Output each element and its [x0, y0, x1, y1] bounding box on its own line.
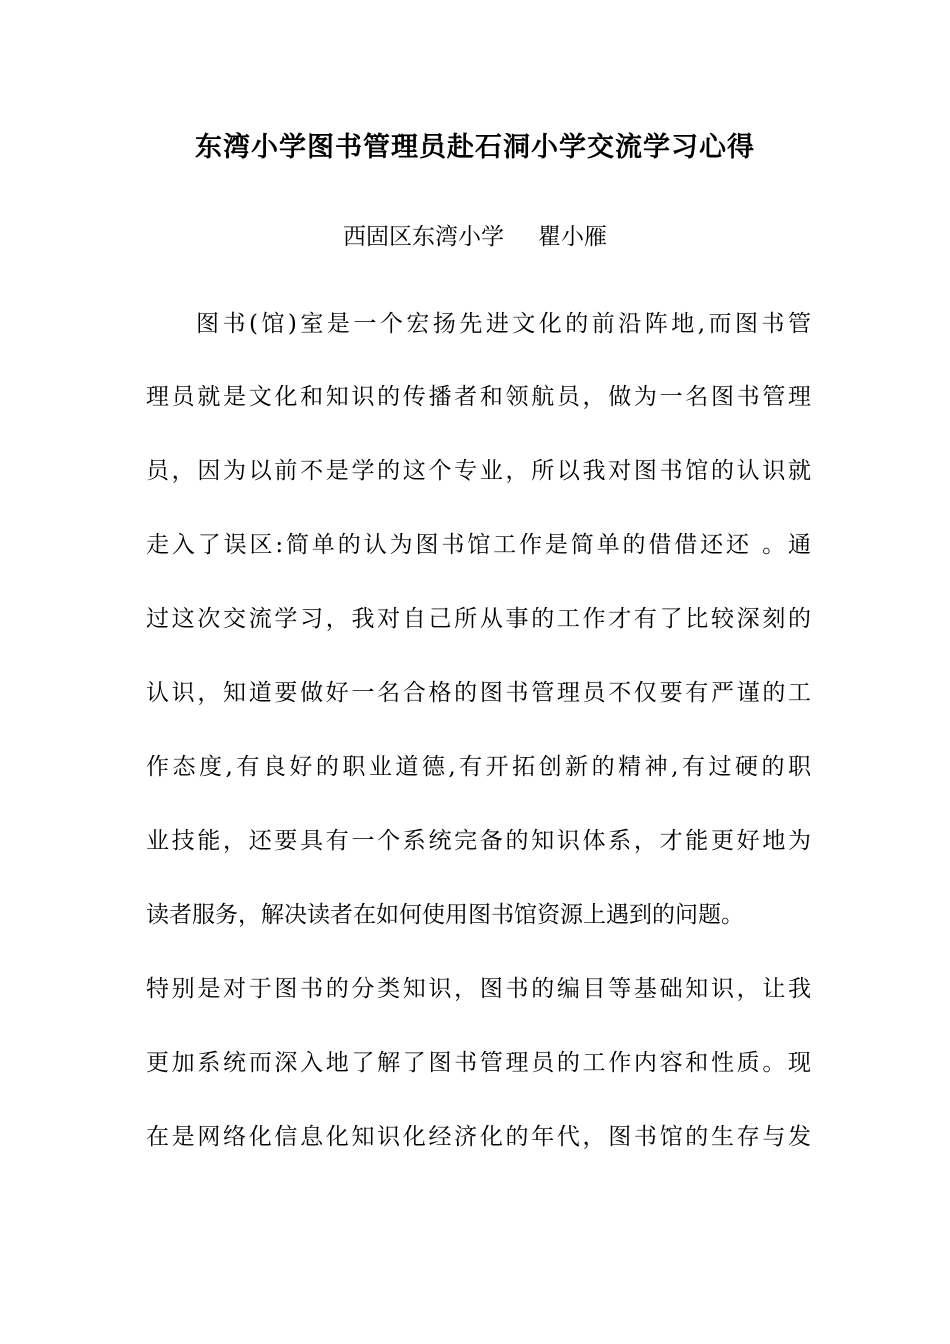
paragraph-line: 走入了误区:简单的认为图书馆工作是简单的借借还还 。通 [146, 532, 811, 558]
paragraph-line: 员，因为以前不是学的这个专业，所以我对图书馆的认识就 [146, 458, 811, 484]
paragraph-line: 在是网络化信息化知识化经济化的年代，图书馆的生存与发 [146, 1124, 811, 1150]
paragraph-line: 读者服务，解决读者在如何使用图书馆资源上遇到的问题。 [146, 902, 744, 928]
paragraph-line: 认识，知道要做好一名合格的图书管理员不仅要有严谨的工 [146, 680, 811, 706]
document-title: 东湾小学图书管理员赴石洞小学交流学习心得 [195, 132, 755, 163]
paragraph-line: 业技能，还要具有一个系统完备的知识体系，才能更好地为 [146, 828, 811, 854]
paragraph-line: 更加系统而深入地了解了图书管理员的工作内容和性质。现 [146, 1050, 811, 1076]
author-name: 瞿小雁 [538, 224, 607, 250]
paragraph-line: 作态度,有良好的职业道德,有开拓创新的精神,有过硬的职 [146, 754, 811, 780]
paragraph-line: 过这次交流学习，我对自己所从事的工作才有了比较深刻的 [146, 606, 811, 632]
author-line [0, 219, 950, 255]
author-school: 西固区东湾小学 [343, 224, 504, 250]
paragraph-line: 图书(馆)室是一个宏扬先进文化的前沿阵地,而图书管 [196, 311, 811, 337]
paragraph-line: 特别是对于图书的分类知识，图书的编目等基础知识，让我 [146, 976, 811, 1002]
paragraph-line: 理员就是文化和知识的传播者和领航员，做为一名图书管理 [146, 384, 811, 410]
